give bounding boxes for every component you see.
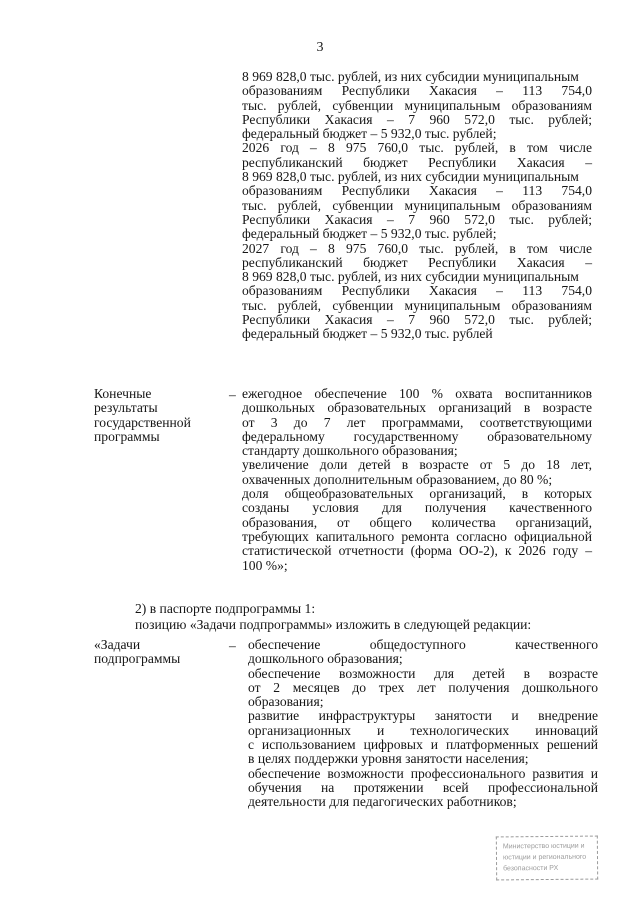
funding-line: Республики Хакасия – 7 960 572,0 тыс. рублей;	[242, 211, 592, 227]
funding-line: федеральный бюджет – 5 932,0 тыс. рублей	[242, 326, 493, 342]
tasks-line: развитие инфраструктуры занятости и внедрение	[248, 708, 598, 724]
final-results-line: доля общеобразовательных организаций, в которых	[242, 486, 592, 502]
final-results-line: требующих капитального ремонта согласно официальной	[242, 528, 592, 544]
funding-block	[242, 70, 592, 342]
final-results-label-line: результаты	[94, 400, 158, 416]
funding-line: образованиям Республики Хакасия – 113 754,0	[242, 183, 592, 199]
tasks-line: обеспечение возможности для детей в возрасте	[248, 665, 598, 681]
stamp-line: безопасности РХ	[503, 864, 559, 873]
final-results-line: стандарту дошкольного образования;	[242, 443, 458, 459]
final-results-line: статистической отчетности (форма ОО-2), к 2026 году –	[242, 543, 592, 559]
tasks-line: в целях поддержки уровня занятости населения;	[248, 751, 529, 767]
tasks-label-line: «Задачи	[94, 637, 141, 652]
final-results-line: охваченных дополнительным образованием, до 80 %;	[242, 471, 553, 487]
tasks-dash: –	[229, 638, 236, 653]
tasks-block	[248, 638, 598, 810]
final-results-label-line: программы	[94, 428, 160, 444]
tasks-line: организационных и технологических инноваций	[248, 722, 598, 738]
final-results-block	[242, 387, 592, 573]
funding-line: образованиям Республики Хакасия – 113 754,0	[242, 83, 592, 99]
funding-line: республиканский бюджет Республики Хакасия –	[242, 254, 592, 270]
final-results-line: 100 %»;	[242, 557, 288, 573]
final-results-line: от 3 до 7 лет программами, соответствующими	[242, 414, 592, 430]
tasks-line: с использованием цифровых и платформенных решений	[248, 737, 598, 753]
final-results-line: образования, от общего количества организаций,	[242, 514, 592, 530]
tasks-label	[94, 638, 180, 667]
page-number: 3	[316, 40, 324, 55]
funding-line: 2026 год – 8 975 760,0 тыс. рублей, в том числе	[242, 140, 592, 156]
funding-line: Республики Хакасия – 7 960 572,0 тыс. рублей;	[242, 111, 592, 127]
tasks-line: обучения на протяжении всей профессиональной	[248, 779, 598, 795]
tasks-line: обеспечение общедоступного качественного	[248, 637, 598, 652]
final-results-dash: –	[229, 387, 236, 402]
tasks-line: деятельности для педагогических работников;	[248, 794, 517, 810]
funding-line: тыс. рублей, субвенции муниципальным образованиям	[242, 297, 592, 313]
stamp-line: Министерство юстиции и	[502, 842, 585, 851]
final-results-label-line: Конечные	[94, 386, 152, 401]
funding-line: тыс. рублей, субвенции муниципальным образованиям	[242, 97, 592, 113]
tasks-line: от 2 месяцев до трех лет получения дошкольного	[248, 679, 598, 695]
funding-line: 8 969 828,0 тыс. рублей, из них субсидии муниципальным	[242, 269, 579, 285]
funding-line: 2027 год – 8 975 760,0 тыс. рублей, в том числе	[242, 240, 592, 256]
subprogram-intro-line2: позицию «Задачи подпрограммы» изложить в следующей редакции:	[135, 617, 532, 632]
final-results-line: увеличение доли детей в возрасте от 5 до 18 лет,	[242, 457, 592, 473]
funding-line: федеральный бюджет – 5 932,0 тыс. рублей;	[242, 226, 497, 242]
final-results-line: созданы условия для получения качественного	[242, 500, 592, 516]
subprogram-intro-line1: 2) в паспорте подпрограммы 1:	[135, 601, 316, 616]
funding-line: Республики Хакасия – 7 960 572,0 тыс. рублей;	[242, 312, 592, 328]
stamp-line: юстиции и регионального	[502, 853, 587, 862]
funding-line: республиканский бюджет Республики Хакасия –	[242, 154, 592, 170]
registration-stamp	[496, 836, 598, 881]
final-results-label	[94, 387, 191, 444]
tasks-label-line: подпрограммы	[94, 651, 181, 667]
funding-line: федеральный бюджет – 5 932,0 тыс. рублей;	[242, 126, 497, 142]
funding-line: образованиям Республики Хакасия – 113 754,0	[242, 283, 592, 299]
final-results-line: федеральному государственному образовательному	[242, 428, 592, 444]
tasks-line: образования;	[248, 694, 324, 710]
final-results-line: ежегодное обеспечение 100 % охвата воспитанников	[242, 386, 592, 401]
funding-line: 8 969 828,0 тыс. рублей, из них субсидии муниципальным	[242, 169, 579, 185]
funding-line: тыс. рублей, субвенции муниципальным образованиям	[242, 197, 592, 213]
tasks-line: дошкольного образования;	[248, 651, 403, 667]
tasks-line: обеспечение возможности профессионального развития и	[248, 765, 598, 781]
funding-line: 8 969 828,0 тыс. рублей, из них субсидии муниципальным	[242, 69, 579, 84]
final-results-label-line: государственной	[94, 414, 191, 430]
final-results-line: дошкольных образовательных организаций в возрасте	[242, 400, 592, 416]
